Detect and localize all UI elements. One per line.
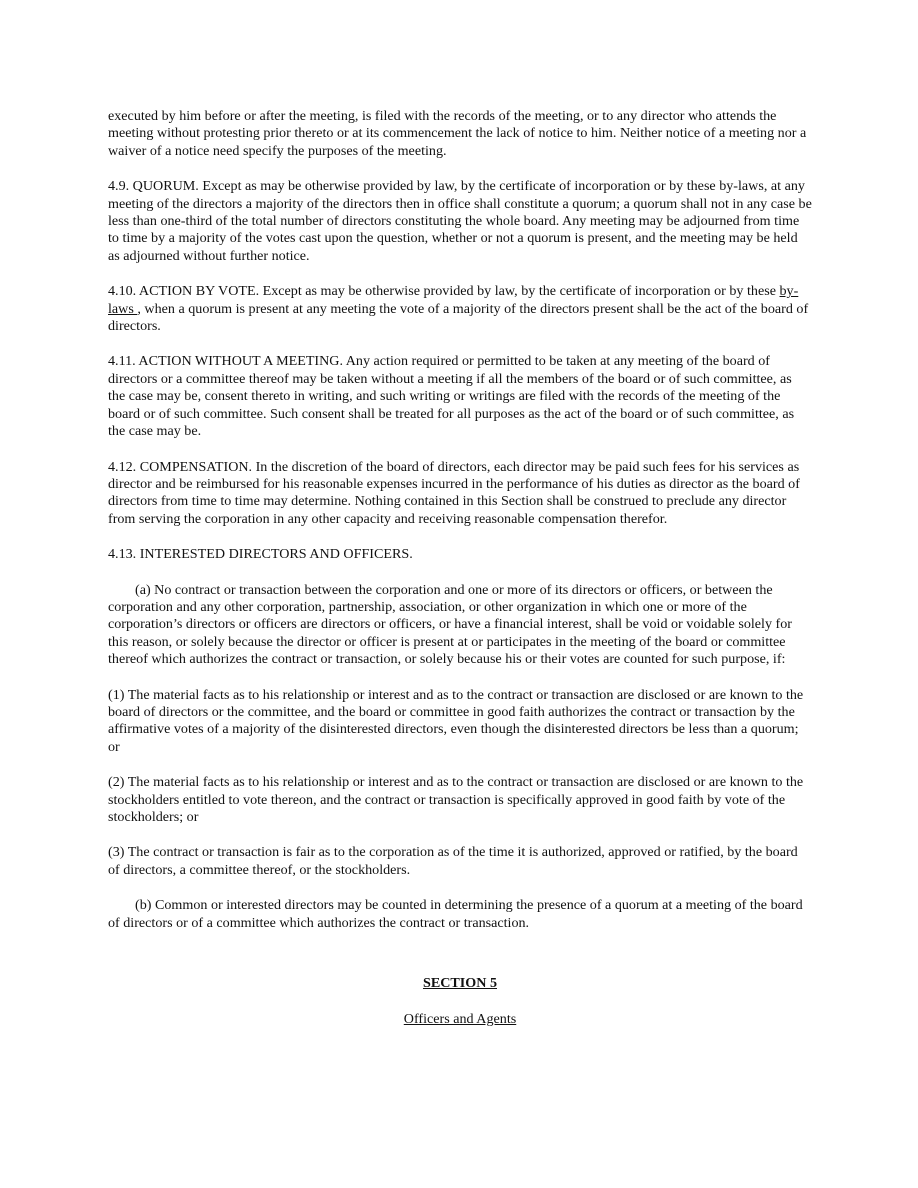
- paragraph-continuation: executed by him before or after the meeting, is filed with the records of the meeting, or to any director who attends the meeting without protesting prior thereto or at its commencement the lack of notice to him. Neither notice of a meeting nor a waiver of a notice need specify the purposes of the meeting.: [108, 108, 807, 159]
- paragraph-4-13-2: (2) The material facts as to his relationship or interest and as to the contract or transaction are disclosed or are known to the stockholders entitled to vote thereon, and the contract or transaction is specifically approved in good faith by vote of the stockholders; or: [108, 774, 804, 825]
- paragraph-4-10-action-by-vote: [108, 283, 812, 335]
- paragraph-4-12-compensation: 4.12. COMPENSATION. In the discretion of the board of directors, each director may be paid such fees for his services as director and be reimbursed for his reasonable expenses incurred in the performance of his duties as director as the board of directors from time to time may determine. Nothing contained in this Section shall be construed to preclude any director from serving the corporation in any other capacity and receiving reasonable compensation therefor.: [108, 458, 800, 527]
- paragraph-4-11-action-without-meeting: 4.11. ACTION WITHOUT A MEETING. Any action required or permitted to be taken at any meeting of the board of directors or a committee thereof may be taken without a meeting if all the members of the board or of such committee, as the case may be, consent thereto in writing, and such writing or writings are filed with the records of the meeting of the board or of such committee. Such consent shall be treated for all purposes as the act of the board or of such committee, as the case may be.: [108, 353, 795, 440]
- document-page: [108, 108, 812, 1029]
- paragraph-4-10-text-start: 4.10. ACTION BY VOTE. Except as may be otherwise provided by law, by the certificate of incorporation or by these: [108, 283, 780, 300]
- paragraph-4-13-heading: 4.13. INTERESTED DIRECTORS AND OFFICERS.: [108, 546, 413, 563]
- paragraph-4-13-b: (b) Common or interested directors may be counted in determining the presence of a quorum at a meeting of the board of directors or of a committee which authorizes the contract or transaction.: [108, 897, 803, 931]
- paragraph-4-9-quorum: 4.9. QUORUM. Except as may be otherwise provided by law, by the certificate of incorporation or by these by-laws, at any meeting of the directors a majority of the directors then in office shall constitute a quorum; a quorum shall not in any case be less than one-third of the total number of directors constituting the whole board. Any meeting may be adjourned from time to time by a majority of the votes cast upon the question, whether or not a quorum is present, and the meeting may be held as adjourned without further notice.: [108, 178, 812, 264]
- paragraph-4-13-a: (a) No contract or transaction between the corporation and one or more of its directors or officers, or between the corporation and any other corporation, partnership, association, or other organization in which one or more of the corporation’s directors or officers are directors or officers, or have a financial interest, shall be void or voidable solely for this reason, or solely because the director or officer is present at or participates in the meeting of the board or committee thereof which authorizes the contract or transaction, or solely because his or their votes are counted for such purpose, if:: [108, 581, 792, 668]
- section-5-subheading: Officers and Agents: [403, 1011, 517, 1028]
- section-5-heading: SECTION 5: [422, 975, 497, 992]
- by-laws-underlined-term: by-laws: [108, 283, 799, 317]
- paragraph-4-10-text-end: , when a quorum is present at any meeting the vote of a majority of the directors present shall be the act of the board of directors.: [108, 300, 809, 335]
- paragraph-4-13-3: (3) The contract or transaction is fair as to the corporation as of the time it is authorized, approved or ratified, by the board of directors, a committee thereof, or the stockholders.: [108, 844, 798, 878]
- paragraph-4-13-1: (1) The material facts as to his relationship or interest and as to the contract or transaction are disclosed or are known to the board of directors or the committee, and the board or committee in good faith authorizes the contract or transaction by the affirmative votes of a majority of the disinterested directors, even though the disinterested directors be less than a quorum; or: [108, 686, 804, 755]
